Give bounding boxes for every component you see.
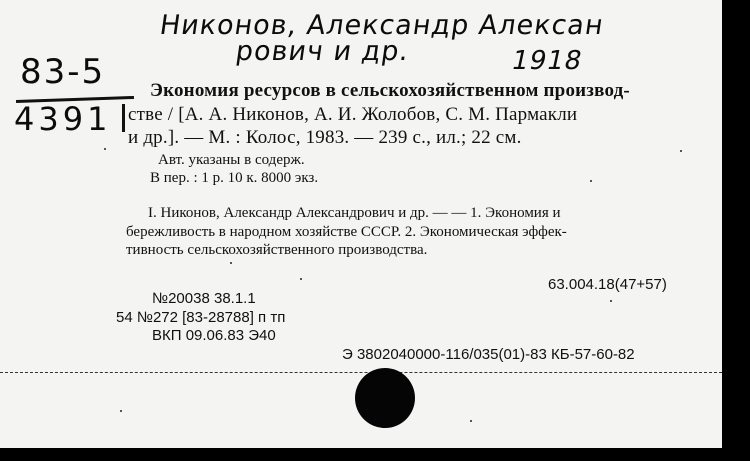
handwritten-author-line-2: рович и др. bbox=[233, 36, 412, 67]
card-fold-line bbox=[0, 372, 722, 373]
speck bbox=[590, 180, 592, 182]
card-punch-hole bbox=[355, 368, 415, 428]
shelf-mark-bar bbox=[122, 104, 125, 132]
subject-line-1: I. Никонов, Александр Александрович и др. — — 1. Экономия и bbox=[148, 205, 561, 221]
classification-code: 63.004.18(47+57) bbox=[548, 276, 667, 293]
record-title bbox=[150, 80, 630, 102]
record-number: №20038 38.1.1 bbox=[152, 290, 256, 307]
speck bbox=[120, 410, 122, 412]
speck bbox=[104, 148, 106, 150]
record-title-text: Экономия ресурсов в сельскохозяйственном производ- bbox=[150, 80, 630, 101]
record-vkp: ВКП 09.06.83 Э40 bbox=[152, 327, 276, 344]
record-note-authors: Авт. указаны в содерж. bbox=[158, 152, 305, 168]
handwritten-author-line-1: Никонов, Александр Алексан bbox=[157, 10, 606, 41]
handwritten-year: 1918 bbox=[508, 46, 586, 76]
speck bbox=[230, 262, 232, 264]
record-note-price: В пер. : 1 р. 10 к. 8000 экз. bbox=[150, 170, 319, 186]
subject-line-3: тивность сельскохозяйственного производства. bbox=[126, 242, 428, 258]
shelf-mark-bottom: 4391 bbox=[14, 100, 112, 138]
record-index: Э 3802040000-116/035(01)-83 КБ-57-60-82 bbox=[342, 346, 635, 363]
record-title-continued: стве / [А. А. Никонов, А. И. Жолобов, С. М. Пармакли bbox=[128, 104, 578, 125]
record-imprint: и др.]. — М. : Колос, 1983. — 239 с., ил.; 22 см. bbox=[128, 127, 522, 148]
scan-border bbox=[0, 448, 750, 461]
subject-line-2: бережливость в народном хозяйстве СССР. 2. Экономическая эффек- bbox=[126, 224, 567, 240]
record-order-number: 54 №272 [83-28788] п тп bbox=[116, 309, 286, 326]
speck bbox=[680, 150, 682, 152]
shelf-mark-top: 83-5 bbox=[20, 52, 106, 92]
speck bbox=[470, 420, 472, 422]
speck bbox=[610, 300, 612, 302]
speck bbox=[300, 278, 302, 280]
